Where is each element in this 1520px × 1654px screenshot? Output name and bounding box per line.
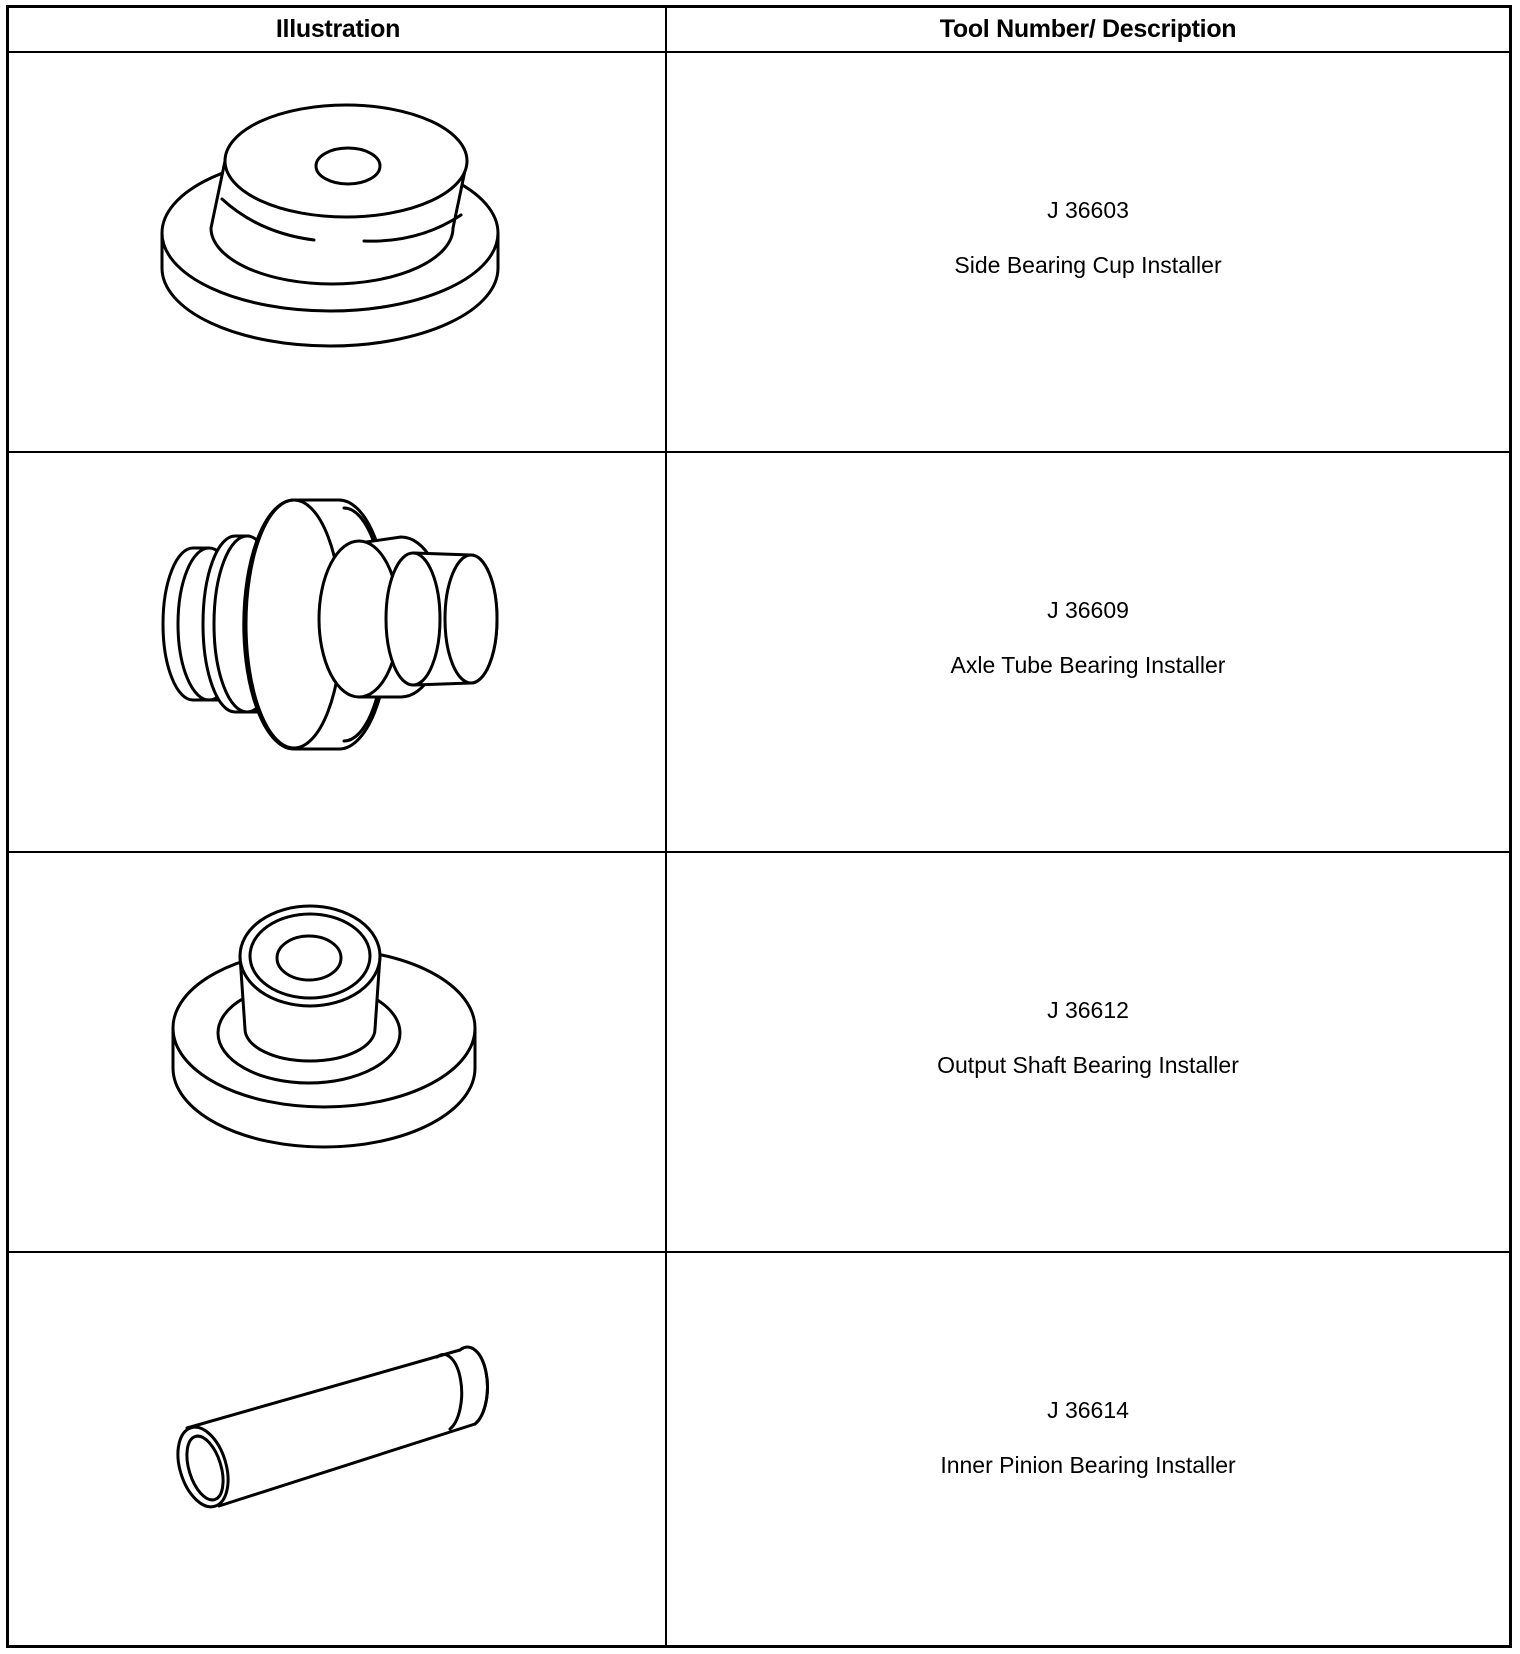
output-shaft-bearing-installer-icon — [9, 853, 665, 1251]
tool-name: Inner Pinion Bearing Installer — [940, 1452, 1236, 1478]
header-description: Tool Number/ Description — [939, 15, 1237, 43]
header-illustration: Illustration — [275, 15, 401, 43]
tool-table — [6, 5, 1512, 1648]
tool-name: Output Shaft Bearing Installer — [937, 1052, 1239, 1078]
tool-number: J 36609 — [1047, 597, 1129, 623]
illustration-cell — [9, 53, 665, 451]
description-cell — [667, 453, 1509, 851]
side-bearing-cup-installer-icon — [9, 53, 665, 451]
description-cell — [667, 853, 1509, 1251]
tool-name: Axle Tube Bearing Installer — [950, 652, 1226, 678]
inner-pinion-bearing-installer-icon — [9, 1253, 665, 1651]
tool-number: J 36612 — [1047, 997, 1129, 1023]
description-cell — [667, 1253, 1509, 1651]
tool-number: J 36603 — [1047, 197, 1129, 223]
table-row — [9, 1253, 1509, 1653]
illustration-cell — [9, 453, 665, 851]
table-row — [9, 853, 1509, 1253]
illustration-cell — [9, 853, 665, 1251]
tool-name: Side Bearing Cup Installer — [954, 252, 1222, 278]
table-row — [9, 453, 1509, 853]
illustration-cell — [9, 1253, 665, 1651]
tool-number: J 36614 — [1047, 1397, 1129, 1423]
table-header — [9, 8, 1509, 53]
description-cell — [667, 53, 1509, 451]
axle-tube-bearing-installer-icon — [9, 453, 665, 851]
table-row — [9, 53, 1509, 453]
